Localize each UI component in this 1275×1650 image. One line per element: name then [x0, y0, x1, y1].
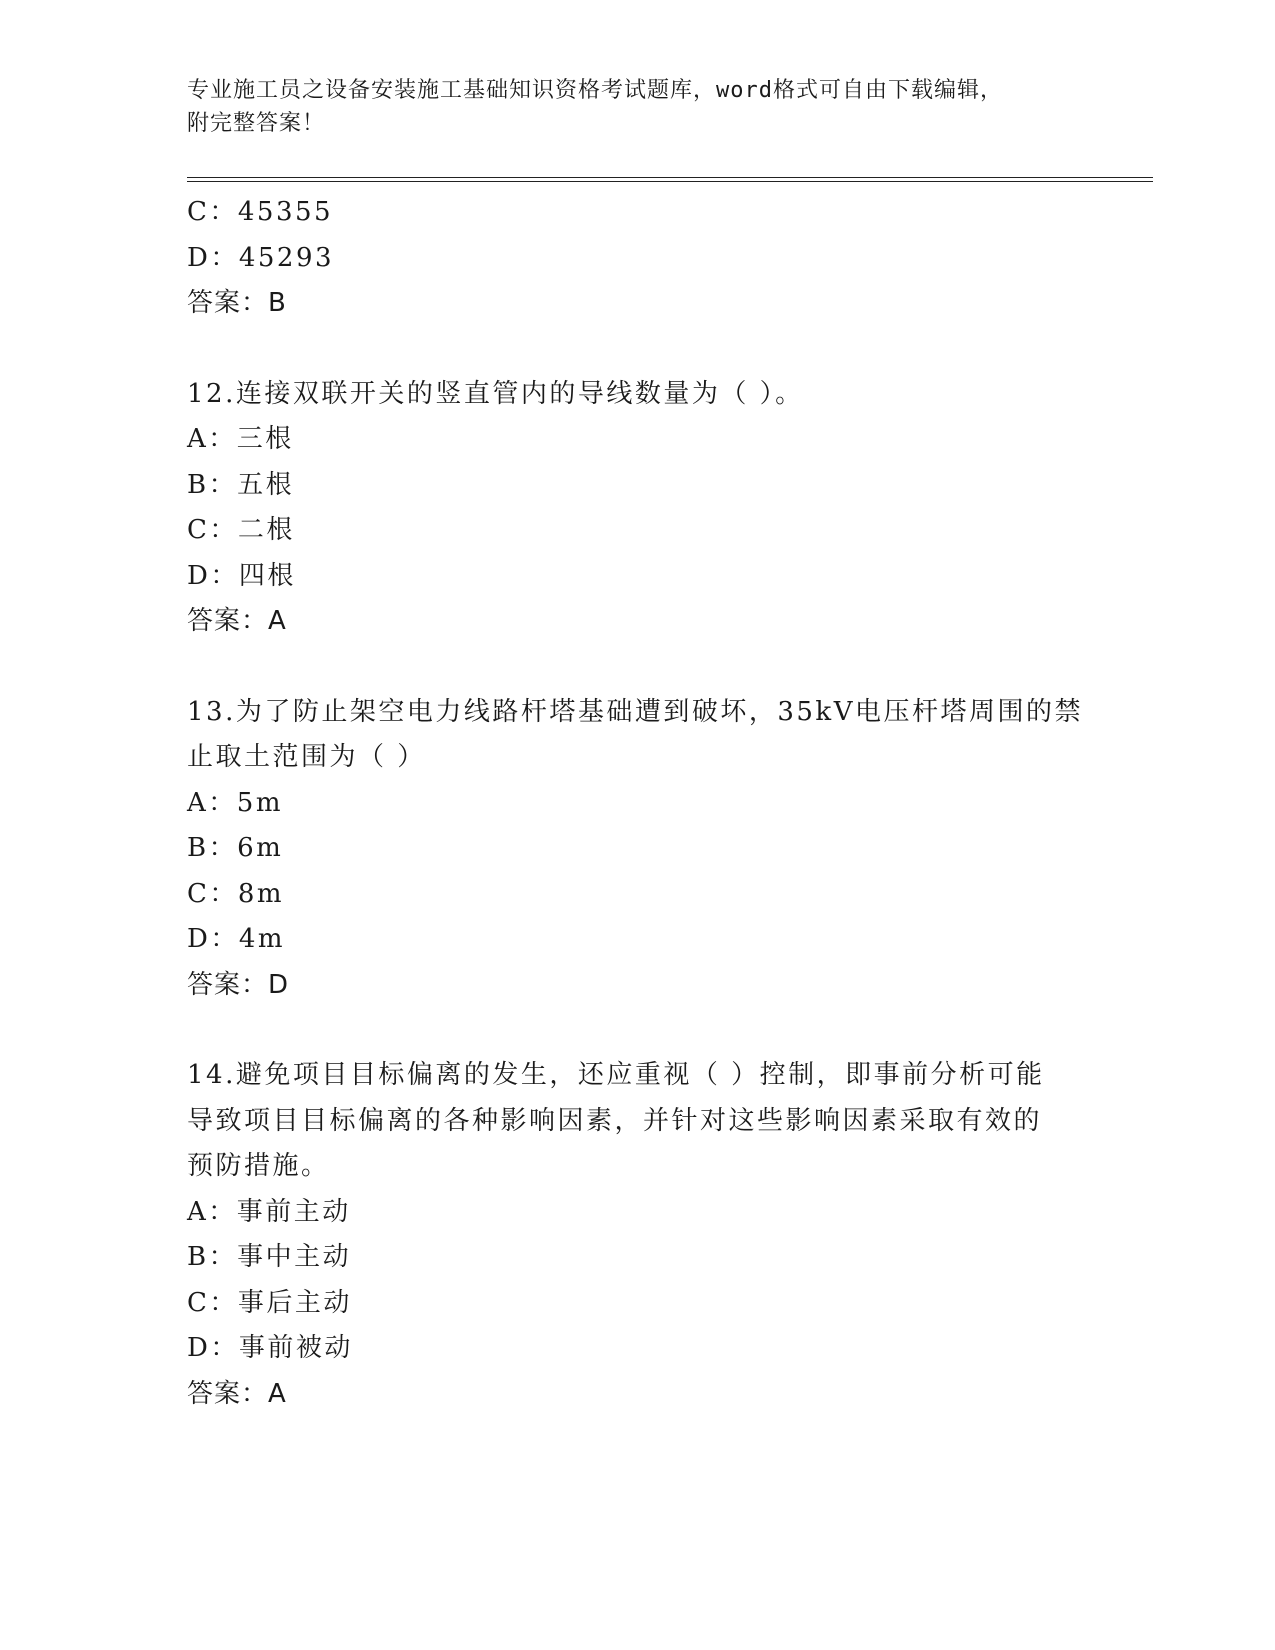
option-c: C：事后主动	[187, 1287, 352, 1318]
option-b: B：五根	[187, 469, 295, 500]
option-a: A：事前主动	[187, 1196, 351, 1227]
option-d: D：45293	[187, 242, 335, 273]
question-stem-line-3: 预防措施。	[187, 1151, 330, 1181]
document-header	[187, 74, 1067, 140]
option-b: B：6m	[187, 833, 284, 863]
question-13	[187, 690, 1107, 1009]
option-b: B：事中主动	[187, 1242, 352, 1272]
question-stem-line-1: 13.为了防止架空电力线路杆塔基础遭到破坏，35kV电压杆塔周围的禁	[187, 696, 1083, 727]
option-c: C：45355	[187, 197, 334, 227]
option-a: A：5m	[187, 787, 283, 818]
header-rule-bottom	[187, 181, 1153, 182]
option-c: C：8m	[187, 878, 285, 909]
option-d: D：事前被动	[187, 1333, 353, 1363]
option-d: D：四根	[187, 560, 296, 591]
spacer	[187, 327, 1107, 372]
spacer	[187, 645, 1107, 690]
answer-line: 答案：D	[187, 969, 290, 1000]
prev-question-tail	[187, 190, 1107, 327]
option-a: A：三根	[187, 424, 294, 454]
question-stem-line-2: 导致项目目标偏离的各种影响因素，并针对这些影响因素采取有效的	[187, 1105, 1043, 1136]
answer-line: 答案：A	[187, 1378, 287, 1409]
header-line-1: 专业施工员之设备安装施工基础知识资格考试题库，word格式可自由下载编辑，	[187, 78, 1003, 103]
question-stem-line-2: 止取土范围为（ ）	[187, 742, 426, 772]
question-14	[187, 1053, 1107, 1417]
answer-line: 答案：B	[187, 288, 287, 318]
answer-line: 答案：A	[187, 606, 287, 636]
spacer	[187, 1008, 1107, 1053]
option-c: C：二根	[187, 515, 295, 545]
header-line-2: 附完整答案！	[187, 111, 326, 136]
header-rule-top	[187, 177, 1153, 178]
question-stem-line-1: 14.避免项目目标偏离的发生，还应重视（ ）控制，即事前分析可能	[187, 1060, 1045, 1090]
question-list	[187, 190, 1107, 1417]
question-stem: 12.连接双联开关的竖直管内的导线数量为（ ）。	[187, 378, 804, 409]
question-12	[187, 372, 1107, 645]
option-d: D：4m	[187, 924, 286, 954]
